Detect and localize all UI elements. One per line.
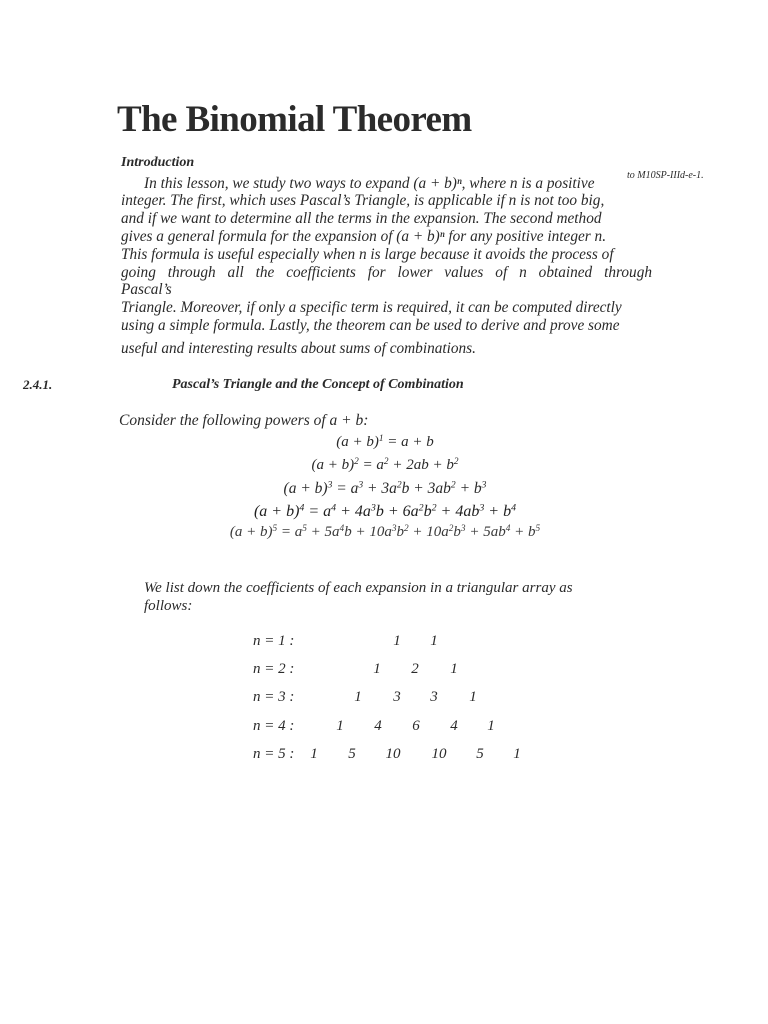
coefficient: 10: [431, 746, 447, 762]
page-title: The Binomial Theorem: [117, 99, 472, 140]
consider-text: Consider the following powers of a + b:: [119, 412, 369, 429]
coefficient: 1: [469, 689, 477, 705]
coefficient: 1: [430, 633, 438, 649]
equation-n4: $(a + b)^4 = a^4 + 4a^3b + 6a^2b^2 + 4ab^3 + b^4$: [253, 502, 517, 520]
equation-n1: $(a + b)^1 = a + b$: [336, 433, 434, 450]
intro-line-1: In this lesson, we study two ways to expand (a + b)ⁿ, where n is a positive: [144, 175, 595, 192]
equation-n5: $(a + b)^5 = a^5 + 5a^4b + 10a^3b^2 + 10a^2b^3 + 5ab^4 + b^5$: [229, 523, 541, 540]
coefficient: 5: [476, 746, 484, 762]
equation-n3: $(a + b)^3 = a^3 + 3a^2b + 3ab^2 + b^3$: [283, 479, 487, 497]
intro-line-6: going through all the coefficients for lower values of n obtained through: [121, 264, 652, 281]
coefficient: 3: [393, 689, 401, 705]
coefficient: 1: [373, 661, 381, 677]
coefficients-intro-line-2: follows:: [144, 598, 193, 614]
coefficient: 6: [412, 718, 420, 734]
equation-n2: $(a + b)^2 = a^2 + 2ab + b^2$: [311, 456, 459, 473]
intro-line-4: gives a general formula for the expansion of (a + b)ⁿ for any positive integer n.: [121, 228, 607, 245]
row-label: n = 2 :: [253, 661, 295, 677]
coefficient: 1: [393, 633, 401, 649]
coefficient: 1: [450, 661, 458, 677]
row-label: n = 4 :: [253, 718, 295, 734]
intro-line-2: integer. The first, which uses Pascal’s Triangle, is applicable if n is not too big,: [121, 192, 605, 209]
coefficient: 3: [430, 689, 438, 705]
row-label: n = 5 :: [253, 746, 295, 762]
intro-line-3: and if we want to determine all the terms in the expansion. The second method: [121, 210, 602, 227]
intro-line-8: Triangle. Moreover, if only a specific term is required, it can be computed directly: [121, 299, 622, 316]
coefficient: 4: [450, 718, 458, 734]
coefficient: 2: [411, 661, 419, 677]
coefficient: 10: [385, 746, 401, 762]
intro-line-10: useful and interesting results about sums of combinations.: [121, 340, 476, 357]
intro-line-5: This formula is useful especially when n is large because it avoids the process of: [121, 246, 614, 263]
coefficient: 1: [354, 689, 362, 705]
intro-line-7: Pascal’s: [121, 281, 172, 298]
coefficient: 1: [487, 718, 495, 734]
coefficient: 4: [374, 718, 382, 734]
coefficients-intro-line-1: We list down the coefficients of each expansion in a triangular array as: [144, 580, 573, 596]
section-number: 2.4.1.: [23, 377, 53, 392]
row-label: n = 1 :: [253, 633, 295, 649]
introduction-heading: Introduction: [121, 155, 195, 170]
coefficient: 1: [310, 746, 318, 762]
row-label: n = 3 :: [253, 689, 295, 705]
section-title: Pascal’s Triangle and the Concept of Combination: [172, 377, 464, 392]
intro-line-9: using a simple formula. Lastly, the theorem can be used to derive and prove some: [121, 317, 620, 334]
coefficient: 1: [336, 718, 344, 734]
competency-code: to M10SP-IIId-e-1.: [627, 170, 704, 181]
coefficient: 5: [348, 746, 356, 762]
coefficient: 1: [513, 746, 521, 762]
